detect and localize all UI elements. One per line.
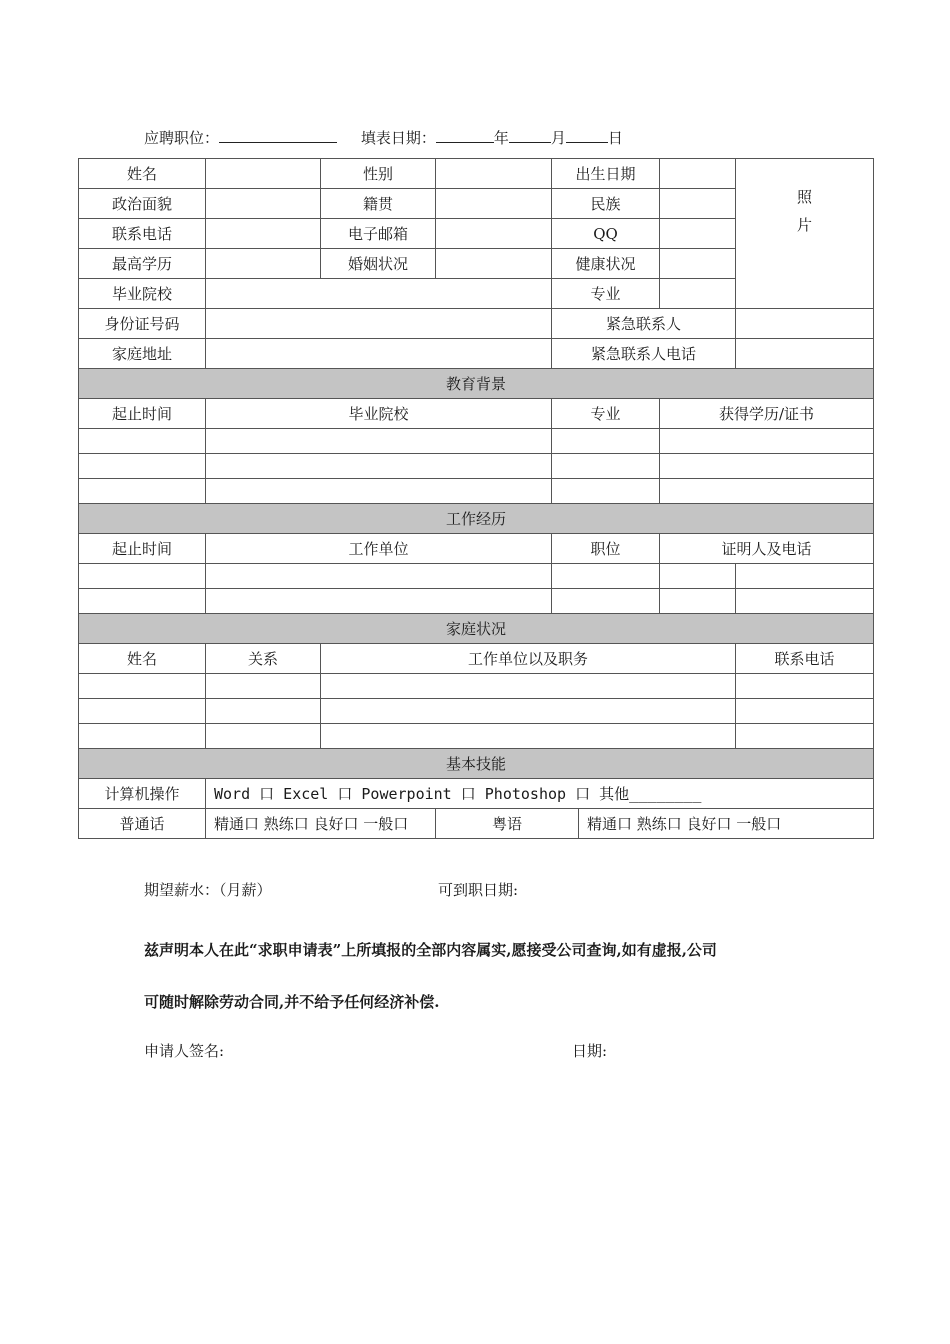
- address-input[interactable]: [206, 339, 552, 369]
- year-label: 年: [493, 129, 509, 147]
- table-cell[interactable]: [736, 724, 874, 749]
- education-label: 最高学历: [79, 249, 206, 279]
- table-row: [79, 454, 874, 479]
- table-cell[interactable]: [206, 479, 552, 504]
- table-cell[interactable]: [79, 674, 206, 699]
- photo-cell[interactable]: [736, 159, 874, 309]
- column-header: 毕业院校: [206, 399, 552, 429]
- name-label: 姓名: [79, 159, 206, 189]
- table-cell[interactable]: [736, 674, 874, 699]
- table-row: [79, 564, 874, 589]
- ethnicity-input[interactable]: [660, 189, 736, 219]
- form-header: [144, 127, 623, 148]
- section-header: [79, 369, 874, 399]
- table-row: [79, 724, 874, 749]
- table-cell[interactable]: [321, 699, 736, 724]
- column-header: 工作单位以及职务: [321, 644, 736, 674]
- table-cell[interactable]: [736, 589, 874, 614]
- column-header: 起止时间: [79, 534, 206, 564]
- school-input[interactable]: [206, 279, 552, 309]
- email-input[interactable]: [436, 219, 552, 249]
- month-field[interactable]: [509, 128, 551, 143]
- computer-options[interactable]: Word 口 Excel 口 Powerpoint 口 Photoshop 口 其他________: [206, 779, 874, 809]
- political-label: 政治面貌: [79, 189, 206, 219]
- id-number-input[interactable]: [206, 309, 552, 339]
- column-header: 职位: [552, 534, 660, 564]
- declaration-line-1: 兹声明本人在此“求职申请表”上所填报的全部内容属实,愿接受公司查询,如有虚报,公司: [144, 941, 717, 959]
- declaration-line-2: 可随时解除劳动合同,并不给予任何经济补偿.: [144, 993, 440, 1011]
- table-cell[interactable]: [660, 564, 736, 589]
- table-row: [79, 309, 874, 339]
- table-row: [79, 779, 874, 809]
- available-date-label: 可到职日期:: [438, 881, 519, 899]
- table-cell[interactable]: [660, 589, 736, 614]
- table-row: [79, 699, 874, 724]
- column-header: 专业: [552, 399, 660, 429]
- table-cell[interactable]: [660, 454, 874, 479]
- column-header: 证明人及电话: [660, 534, 874, 564]
- table-cell[interactable]: [79, 564, 206, 589]
- application-form-table: [78, 158, 874, 839]
- cantonese-label: 粤语: [436, 809, 579, 839]
- table-cell[interactable]: [736, 564, 874, 589]
- gender-label: 性别: [321, 159, 436, 189]
- position-label: 应聘职位：: [144, 129, 220, 147]
- gender-input[interactable]: [436, 159, 552, 189]
- table-cell[interactable]: [206, 454, 552, 479]
- table-cell[interactable]: [206, 429, 552, 454]
- work-section-title: 工作经历: [79, 504, 874, 534]
- photo-label-1: 照: [797, 188, 813, 206]
- table-cell[interactable]: [206, 589, 552, 614]
- signature-label: 申请人签名:: [144, 1042, 225, 1060]
- phone-label: 联系电话: [79, 219, 206, 249]
- table-row: [79, 674, 874, 699]
- table-cell[interactable]: [79, 589, 206, 614]
- salary-label: 期望薪水：（月薪）: [144, 881, 272, 899]
- table-cell[interactable]: [736, 699, 874, 724]
- name-input[interactable]: [206, 159, 321, 189]
- health-label: 健康状况: [552, 249, 660, 279]
- column-header: 起止时间: [79, 399, 206, 429]
- table-cell[interactable]: [79, 699, 206, 724]
- day-field[interactable]: [566, 128, 608, 143]
- education-section-title: 教育背景: [79, 369, 874, 399]
- phone-input[interactable]: [206, 219, 321, 249]
- table-row: [79, 809, 874, 839]
- table-cell[interactable]: [660, 429, 874, 454]
- table-cell[interactable]: [79, 454, 206, 479]
- table-row: [79, 159, 874, 189]
- year-field[interactable]: [436, 128, 494, 143]
- table-cell[interactable]: [206, 674, 321, 699]
- table-cell[interactable]: [206, 564, 552, 589]
- table-cell[interactable]: [79, 724, 206, 749]
- column-header: 获得学历/证书: [660, 399, 874, 429]
- table-cell[interactable]: [206, 699, 321, 724]
- ethnicity-label: 民族: [552, 189, 660, 219]
- table-cell[interactable]: [79, 429, 206, 454]
- family-section-title: 家庭状况: [79, 614, 874, 644]
- table-cell[interactable]: [552, 454, 660, 479]
- native-place-label: 籍贯: [321, 189, 436, 219]
- education-input[interactable]: [206, 249, 321, 279]
- emergency-contact-label: 紧急联系人: [552, 309, 736, 339]
- section-header: [79, 749, 874, 779]
- position-field[interactable]: [219, 128, 337, 143]
- qq-label: QQ: [552, 219, 660, 249]
- cantonese-options[interactable]: 精通口 熟练口 良好口 一般口: [579, 809, 874, 839]
- fill-date-label: 填表日期：: [360, 129, 436, 147]
- month-label: 月: [550, 129, 566, 147]
- table-row: [79, 479, 874, 504]
- birth-date-label: 出生日期: [552, 159, 660, 189]
- native-place-input[interactable]: [436, 189, 552, 219]
- table-cell[interactable]: [552, 564, 660, 589]
- email-label: 电子邮箱: [321, 219, 436, 249]
- marital-label: 婚姻状况: [321, 249, 436, 279]
- skills-section-title: 基本技能: [79, 749, 874, 779]
- table-cell[interactable]: [660, 479, 874, 504]
- sign-date-label: 日期:: [572, 1042, 608, 1060]
- table-header-row: [79, 534, 874, 564]
- day-label: 日: [607, 129, 623, 147]
- health-input[interactable]: [660, 249, 736, 279]
- emergency-phone-input[interactable]: [736, 339, 874, 369]
- table-cell[interactable]: [321, 674, 736, 699]
- table-cell[interactable]: [552, 479, 660, 504]
- section-header: [79, 504, 874, 534]
- qq-input[interactable]: [660, 219, 736, 249]
- table-row: [79, 589, 874, 614]
- major-input[interactable]: [660, 279, 736, 309]
- column-header: 姓名: [79, 644, 206, 674]
- photo-label-2: 片: [797, 216, 813, 234]
- school-label: 毕业院校: [79, 279, 206, 309]
- column-header: 工作单位: [206, 534, 552, 564]
- section-header: [79, 614, 874, 644]
- mandarin-options[interactable]: 精通口 熟练口 良好口 一般口: [206, 809, 436, 839]
- table-cell[interactable]: [79, 479, 206, 504]
- emergency-phone-label: 紧急联系人电话: [552, 339, 736, 369]
- table-row: [79, 429, 874, 454]
- table-cell[interactable]: [321, 724, 736, 749]
- major-label: 专业: [552, 279, 660, 309]
- computer-label: 计算机操作: [79, 779, 206, 809]
- table-header-row: [79, 644, 874, 674]
- mandarin-label: 普通话: [79, 809, 206, 839]
- column-header: 关系: [206, 644, 321, 674]
- column-header: 联系电话: [736, 644, 874, 674]
- emergency-contact-input[interactable]: [736, 309, 874, 339]
- political-input[interactable]: [206, 189, 321, 219]
- birth-date-input[interactable]: [660, 159, 736, 189]
- address-label: 家庭地址: [79, 339, 206, 369]
- table-cell[interactable]: [206, 724, 321, 749]
- table-cell[interactable]: [552, 589, 660, 614]
- table-header-row: [79, 399, 874, 429]
- table-cell[interactable]: [552, 429, 660, 454]
- marital-input[interactable]: [436, 249, 552, 279]
- id-number-label: 身份证号码: [79, 309, 206, 339]
- table-row: [79, 339, 874, 369]
